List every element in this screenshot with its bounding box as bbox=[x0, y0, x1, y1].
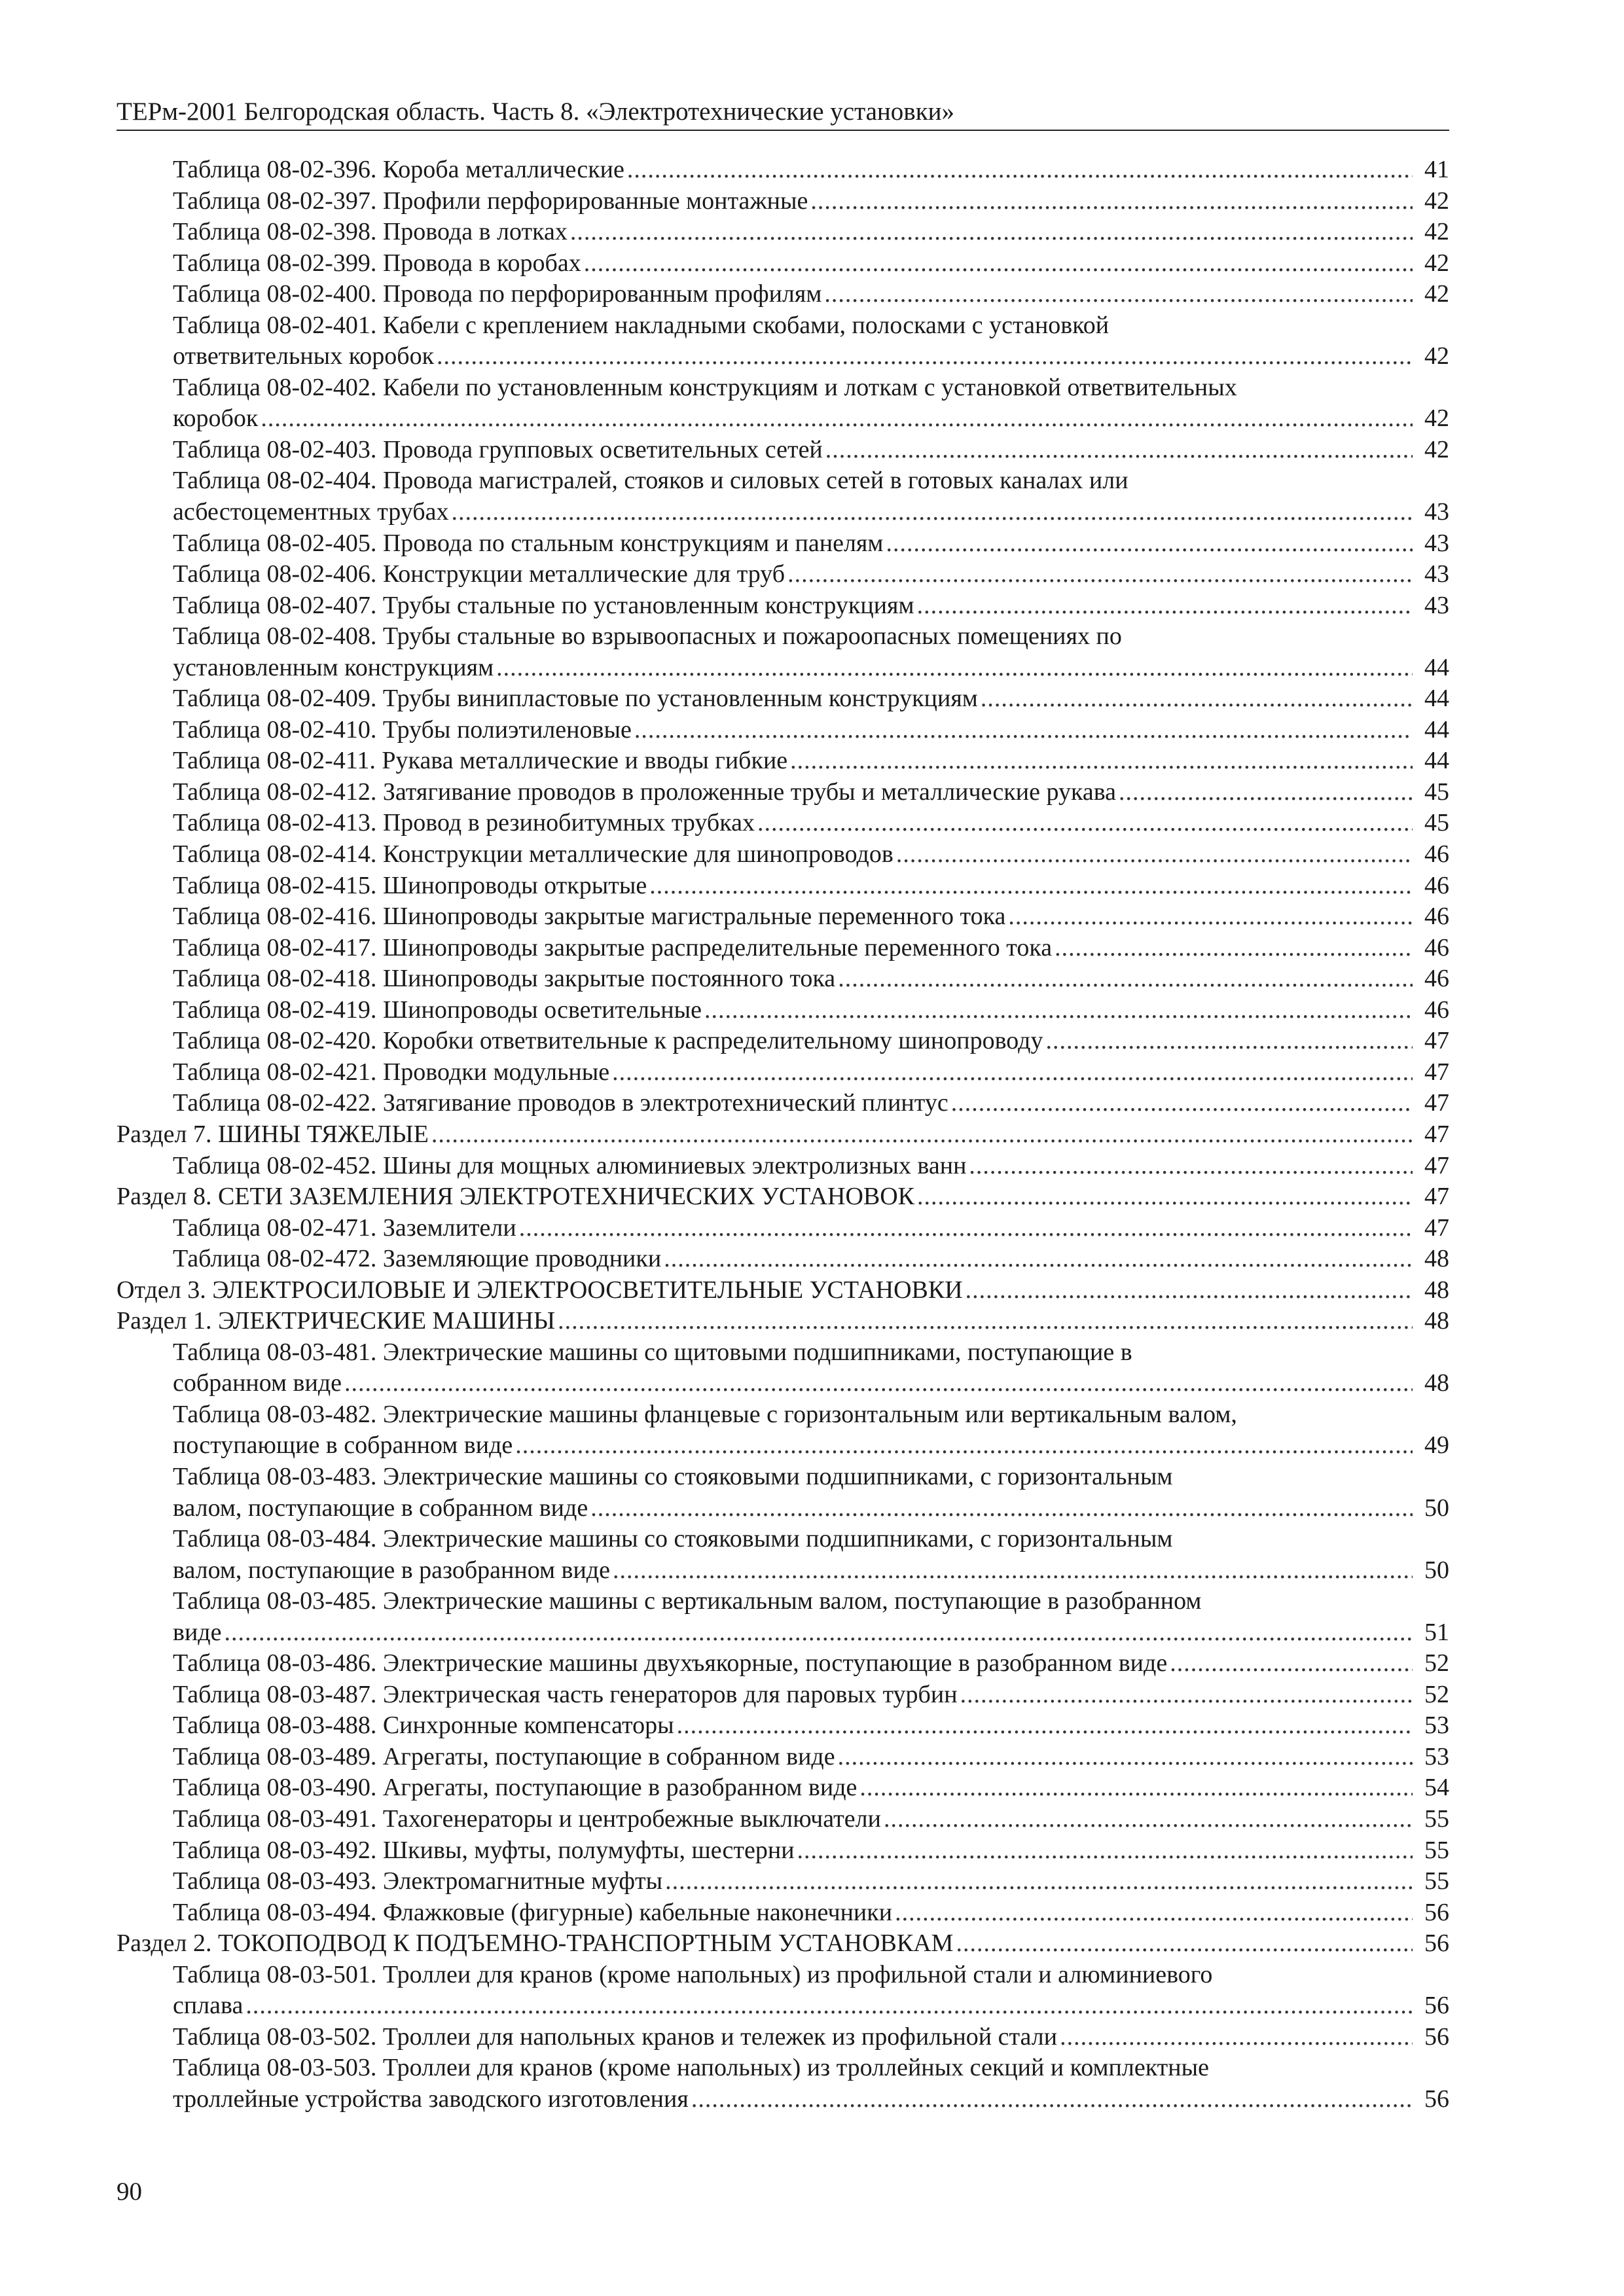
toc-entry-line bbox=[173, 1213, 1449, 1244]
dot-leader bbox=[886, 528, 1413, 560]
toc-entry-table[interactable] bbox=[117, 1804, 1449, 1835]
toc-entry-title: Таблица 08-02-398. Провода в лотках bbox=[173, 218, 568, 246]
toc-entry-page: 44 bbox=[1424, 747, 1449, 775]
toc-entry-table[interactable] bbox=[117, 2022, 1449, 2053]
dot-leader bbox=[917, 1181, 1413, 1213]
toc-entry-title: Раздел 8. СЕТИ ЗАЗЕМЛЕНИЯ ЭЛЕКТРОТЕХНИЧЕСКИХ УСТАНОВОК bbox=[117, 1183, 915, 1211]
toc-entry-table[interactable] bbox=[117, 808, 1449, 839]
toc-entry-page: 42 bbox=[1424, 404, 1449, 433]
toc-entry-title: Таблица 08-02-396. Короба металлические bbox=[173, 156, 624, 183]
toc-entry-page: 56 bbox=[1424, 2085, 1449, 2113]
toc-entry-title: Таблица 08-02-419. Шинопроводы осветительные bbox=[173, 996, 702, 1024]
toc-entry-line bbox=[173, 2022, 1449, 2053]
toc-entry-line bbox=[173, 1772, 1449, 1804]
dot-leader bbox=[634, 715, 1413, 746]
toc-entry-table[interactable] bbox=[117, 310, 1449, 372]
toc-entry-title: асбестоцементных трубах bbox=[173, 498, 449, 526]
dot-leader bbox=[1008, 901, 1413, 933]
toc-entry-page: 42 bbox=[1424, 435, 1449, 463]
toc-entry-line bbox=[173, 901, 1449, 933]
toc-entry-section[interactable] bbox=[117, 1181, 1449, 1213]
toc-entry-page: 52 bbox=[1424, 1680, 1449, 1708]
dot-leader bbox=[810, 186, 1413, 217]
toc-entry-table[interactable] bbox=[117, 1057, 1449, 1088]
dot-leader bbox=[757, 808, 1413, 839]
toc-entry-line bbox=[173, 683, 1449, 715]
toc-entry-section[interactable] bbox=[117, 1275, 1449, 1306]
toc-entry-line bbox=[173, 279, 1449, 310]
toc-entry-line bbox=[173, 2084, 1449, 2115]
toc-entry-page: 46 bbox=[1424, 996, 1449, 1024]
toc-entry-title: Таблица 08-02-407. Трубы стальные по установленным конструкциям bbox=[173, 591, 914, 619]
toc-entry-line bbox=[173, 777, 1449, 808]
toc-entry-title: Таблица 08-03-494. Флажковые (фигурные) кабельные наконечники bbox=[173, 1898, 893, 1926]
page-number: 90 bbox=[117, 2178, 142, 2206]
toc-entry-page: 43 bbox=[1424, 529, 1449, 557]
toc-entry-title: Таблица 08-02-406. Конструкции металлические для труб bbox=[173, 560, 785, 588]
toc-entry-table[interactable] bbox=[117, 1151, 1449, 1182]
toc-entry-line bbox=[117, 1306, 1449, 1337]
toc-entry-section[interactable] bbox=[117, 1119, 1449, 1151]
toc-entry-page: 48 bbox=[1424, 1276, 1449, 1304]
toc-entry-table[interactable] bbox=[117, 1586, 1449, 1648]
dot-leader bbox=[691, 2084, 1413, 2115]
toc-entry-title: Таблица 08-03-493. Электромагнитные муфты bbox=[173, 1867, 663, 1895]
toc-entry-line bbox=[173, 963, 1449, 995]
toc-entry-title: Таблица 08-02-471. Заземлители bbox=[173, 1213, 516, 1242]
toc-entry-section[interactable] bbox=[117, 1928, 1449, 1960]
toc-entry-line bbox=[173, 933, 1449, 964]
dot-leader bbox=[437, 341, 1413, 372]
toc-entry-title: Таблица 08-02-421. Проводки модульные bbox=[173, 1058, 610, 1086]
toc-entry-title-line1: Таблица 08-03-503. Троллеи для кранов (кроме напольных) из троллейных секций и комплектные bbox=[173, 2054, 1209, 2082]
toc-entry-table[interactable] bbox=[117, 1088, 1449, 1119]
toc-entry-line bbox=[117, 1928, 1449, 1960]
toc-entry-line bbox=[173, 1866, 1449, 1897]
toc-entry-title: установленным конструкциям bbox=[173, 653, 494, 681]
toc-entry-table[interactable] bbox=[117, 217, 1449, 248]
toc-entry-page: 43 bbox=[1424, 560, 1449, 588]
dot-leader bbox=[515, 1430, 1413, 1462]
toc-entry-table[interactable] bbox=[117, 435, 1449, 466]
toc-entry-title: Раздел 2. ТОКОПОДВОД К ПОДЪЕМНО-ТРАНСПОРТНЫМ УСТАНОВКАМ bbox=[117, 1929, 954, 1958]
toc-entry-title: Таблица 08-02-452. Шины для мощных алюминиевых электролизных ванн bbox=[173, 1151, 967, 1179]
dot-leader bbox=[584, 248, 1413, 279]
toc-entry-table[interactable] bbox=[117, 1213, 1449, 1244]
toc-entry-page: 47 bbox=[1424, 1183, 1449, 1211]
toc-entry-title-line1: Таблица 08-03-485. Электрические машины с вертикальным валом, поступающие в разобранном bbox=[173, 1587, 1202, 1615]
dot-leader bbox=[649, 870, 1413, 902]
toc-entry-title: Таблица 08-03-487. Электрическая часть генераторов для паровых турбин bbox=[173, 1680, 958, 1708]
dot-leader bbox=[896, 839, 1413, 870]
toc-entry-page: 44 bbox=[1424, 715, 1449, 744]
toc-entry-page: 46 bbox=[1424, 933, 1449, 961]
toc-entry-page: 50 bbox=[1424, 1556, 1449, 1584]
toc-entry-line bbox=[173, 1804, 1449, 1835]
dot-leader bbox=[824, 279, 1413, 310]
toc-entry-line bbox=[173, 186, 1449, 217]
dot-leader bbox=[859, 1772, 1413, 1804]
dot-leader bbox=[917, 590, 1413, 622]
dot-leader bbox=[1170, 1648, 1413, 1679]
toc-entry-page: 42 bbox=[1424, 249, 1449, 277]
toc-entry-title: Таблица 08-02-415. Шинопроводы открытые bbox=[173, 871, 647, 899]
toc-entry-table[interactable] bbox=[117, 1462, 1449, 1524]
toc-entry-line bbox=[173, 1742, 1449, 1773]
toc-entry-table[interactable] bbox=[117, 1897, 1449, 1929]
toc-entry-line bbox=[173, 528, 1449, 560]
toc-entry-title: Таблица 08-02-405. Провода по стальным конструкциям и панелям bbox=[173, 529, 884, 557]
toc-entry-title-line1: Таблица 08-02-404. Провода магистралей, стояков и силовых сетей в готовых каналах или bbox=[173, 467, 1128, 495]
toc-entry-title: ответвительных коробок bbox=[173, 342, 435, 370]
toc-entry-title: собранном виде bbox=[173, 1369, 342, 1397]
dot-leader bbox=[665, 1866, 1413, 1897]
toc-entry-page: 54 bbox=[1424, 1774, 1449, 1802]
toc-entry-line bbox=[173, 497, 1449, 528]
toc-entry-table[interactable] bbox=[117, 1648, 1449, 1679]
toc-entry-table[interactable] bbox=[117, 559, 1449, 590]
toc-entry-line bbox=[173, 653, 1449, 684]
toc-entry-line bbox=[173, 1057, 1449, 1088]
toc-entry-title-line1: Таблица 08-03-484. Электрические машины со стояковыми подшипниками, с горизонтальным bbox=[173, 1525, 1173, 1553]
toc-entry-table[interactable] bbox=[117, 963, 1449, 995]
toc-entry-page: 48 bbox=[1424, 1245, 1449, 1273]
toc-entry-line bbox=[173, 154, 1449, 186]
toc-entry-line bbox=[173, 1679, 1449, 1711]
toc-entry-table[interactable] bbox=[117, 1337, 1449, 1399]
toc-entry-title: Раздел 7. ШИНЫ ТЯЖЕЛЫЕ bbox=[117, 1120, 429, 1148]
toc-entry-table[interactable] bbox=[117, 1524, 1449, 1586]
toc-entry-title: Таблица 08-03-491. Тахогенераторы и центробежные выключатели bbox=[173, 1804, 881, 1833]
toc-entry-title: Таблица 08-02-410. Трубы полиэтиленовые bbox=[173, 715, 632, 744]
toc-entry-page: 56 bbox=[1424, 1898, 1449, 1926]
toc-entry-title: Таблица 08-02-412. Затягивание проводов в проложенные трубы и металлические рукава bbox=[173, 778, 1117, 806]
toc-entry-page: 55 bbox=[1424, 1836, 1449, 1864]
toc-entry-title: виде bbox=[173, 1618, 222, 1646]
dot-leader bbox=[838, 963, 1413, 995]
toc-entry-page: 47 bbox=[1424, 1089, 1449, 1117]
toc-entry-line bbox=[173, 1555, 1449, 1587]
toc-entry-title-line1: Таблица 08-03-501. Троллеи для кранов (кроме напольных) из профильной стали и алюминиевого bbox=[173, 1960, 1213, 1988]
dot-leader bbox=[612, 1057, 1413, 1088]
toc-entry-page: 47 bbox=[1424, 1058, 1449, 1086]
toc-entry-table[interactable] bbox=[117, 1244, 1449, 1275]
toc-entry-title: Таблица 08-02-417. Шинопроводы закрытые распределительные переменного тока bbox=[173, 933, 1053, 961]
toc-entry-table[interactable] bbox=[117, 154, 1449, 186]
toc-entry-title: Таблица 08-02-397. Профили перфорированные монтажные bbox=[173, 187, 808, 215]
dot-leader bbox=[261, 403, 1413, 435]
dot-leader bbox=[613, 1555, 1413, 1587]
toc-entry-table[interactable] bbox=[117, 465, 1449, 528]
running-header bbox=[117, 96, 1449, 131]
dot-leader bbox=[677, 1710, 1413, 1742]
toc-entry-table[interactable] bbox=[117, 528, 1449, 560]
dot-leader bbox=[627, 154, 1413, 186]
dot-leader bbox=[884, 1804, 1413, 1835]
toc-entry-table[interactable] bbox=[117, 1679, 1449, 1711]
toc-entry-line bbox=[173, 1430, 1449, 1462]
toc-entry-line bbox=[173, 995, 1449, 1026]
toc-entry-page: 46 bbox=[1424, 903, 1449, 931]
toc-entry-page: 55 bbox=[1424, 1804, 1449, 1833]
toc-entry-title: Таблица 08-02-411. Рукава металлические и вводы гибкие bbox=[173, 747, 788, 775]
toc-entry-table[interactable] bbox=[117, 1742, 1449, 1773]
toc-entry-page: 48 bbox=[1424, 1307, 1449, 1335]
toc-entry-title-line1: Таблица 08-02-402. Кабели по установленным конструкциям и лоткам с установкой ответвительных bbox=[173, 373, 1237, 401]
dot-leader bbox=[1055, 933, 1413, 964]
toc-entry-line bbox=[173, 1368, 1449, 1399]
toc-entry-line bbox=[173, 839, 1449, 870]
toc-entry-page: 43 bbox=[1424, 498, 1449, 526]
toc-entry-title: Таблица 08-02-403. Провода групповых осветительных сетей bbox=[173, 435, 823, 463]
toc-entry-title: Таблица 08-02-472. Заземляющие проводники bbox=[173, 1245, 662, 1273]
toc-entry-page: 47 bbox=[1424, 1120, 1449, 1148]
table-of-contents bbox=[117, 154, 1449, 2115]
toc-entry-page: 56 bbox=[1424, 1992, 1449, 2020]
dot-leader bbox=[570, 217, 1413, 248]
dot-leader bbox=[452, 497, 1413, 528]
toc-entry-table[interactable] bbox=[117, 248, 1449, 279]
toc-entry-line bbox=[117, 1119, 1449, 1151]
dot-leader bbox=[790, 745, 1413, 777]
toc-entry-page: 50 bbox=[1424, 1494, 1449, 1522]
toc-entry-table[interactable] bbox=[117, 1026, 1449, 1057]
dot-leader bbox=[965, 1275, 1413, 1306]
dot-leader bbox=[797, 1835, 1413, 1867]
header-title: ТЕРм-2001 Белгородская область. Часть 8. «Электротехнические установки» bbox=[117, 98, 955, 126]
dot-leader bbox=[1060, 2022, 1413, 2053]
toc-entry-table[interactable] bbox=[117, 186, 1449, 217]
toc-entry-table[interactable] bbox=[117, 1866, 1449, 1897]
dot-leader bbox=[519, 1213, 1413, 1244]
toc-entry-line bbox=[173, 559, 1449, 590]
toc-entry-table[interactable] bbox=[117, 1772, 1449, 1804]
toc-entry-title: Таблица 08-02-414. Конструкции металлические для шинопроводов bbox=[173, 840, 893, 869]
toc-entry-table[interactable] bbox=[117, 1710, 1449, 1742]
toc-entry-table[interactable] bbox=[117, 590, 1449, 622]
toc-entry-line bbox=[173, 1897, 1449, 1929]
toc-entry-table[interactable] bbox=[117, 1399, 1449, 1462]
toc-entry-page: 47 bbox=[1424, 1151, 1449, 1179]
toc-entry-title: Отдел 3. ЭЛЕКТРОСИЛОВЫЕ И ЭЛЕКТРООСВЕТИТЕЛЬНЫЕ УСТАНОВКИ bbox=[117, 1276, 963, 1304]
toc-entry-title: Таблица 08-03-489. Агрегаты, поступающие в собранном виде bbox=[173, 1742, 835, 1770]
dot-leader bbox=[960, 1679, 1413, 1711]
toc-entry-line bbox=[173, 745, 1449, 777]
toc-entry-title: Таблица 08-02-399. Провода в коробах bbox=[173, 249, 581, 277]
dot-leader bbox=[951, 1088, 1413, 1119]
toc-entry-table[interactable] bbox=[117, 995, 1449, 1026]
toc-entry-title: Таблица 08-02-420. Коробки ответвительные к распределительному шинопроводу bbox=[173, 1027, 1043, 1055]
dot-leader bbox=[496, 653, 1413, 684]
toc-entry-table[interactable] bbox=[117, 745, 1449, 777]
toc-entry-table[interactable] bbox=[117, 901, 1449, 933]
dot-leader bbox=[838, 1742, 1413, 1773]
dot-leader bbox=[825, 435, 1413, 466]
toc-entry-title: Таблица 08-03-502. Троллеи для напольных кранов и тележек из профильной стали bbox=[173, 2022, 1058, 2051]
toc-entry-page: 43 bbox=[1424, 591, 1449, 619]
toc-entry-table[interactable] bbox=[117, 777, 1449, 808]
toc-entry-line bbox=[173, 808, 1449, 839]
toc-entry-title-line1: Таблица 08-03-481. Электрические машины со щитовыми подшипниками, поступающие в bbox=[173, 1338, 1132, 1366]
toc-entry-page: 52 bbox=[1424, 1649, 1449, 1677]
dot-leader bbox=[895, 1897, 1413, 1929]
toc-entry-title: поступающие в собранном виде bbox=[173, 1431, 513, 1460]
toc-entry-line bbox=[173, 1617, 1449, 1649]
toc-entry-title: Таблица 08-02-422. Затягивание проводов в электротехнический плинтус bbox=[173, 1089, 948, 1117]
toc-entry-section[interactable] bbox=[117, 1306, 1449, 1337]
toc-entry-page: 42 bbox=[1424, 280, 1449, 308]
toc-entry-line bbox=[173, 1990, 1449, 2022]
toc-entry-title: Раздел 1. ЭЛЕКТРИЧЕСКИЕ МАШИНЫ bbox=[117, 1307, 556, 1335]
toc-entry-line bbox=[117, 1275, 1449, 1306]
dot-leader bbox=[787, 559, 1413, 590]
toc-entry-title: Таблица 08-02-416. Шинопроводы закрытые магистральные переменного тока bbox=[173, 903, 1006, 931]
toc-entry-page: 46 bbox=[1424, 871, 1449, 899]
toc-entry-page: 41 bbox=[1424, 156, 1449, 183]
dot-leader bbox=[245, 1990, 1413, 2022]
toc-entry-line bbox=[173, 1835, 1449, 1867]
dot-leader bbox=[558, 1306, 1413, 1337]
toc-entry-title: Таблица 08-03-486. Электрические машины двухъякорные, поступающие в разобранном виде bbox=[173, 1649, 1168, 1677]
toc-entry-title: троллейные устройства заводского изготовления bbox=[173, 2085, 689, 2113]
toc-entry-page: 51 bbox=[1424, 1618, 1449, 1646]
toc-entry-title: коробок bbox=[173, 404, 259, 433]
toc-entry-title-line1: Таблица 08-03-483. Электрические машины со стояковыми подшипниками, с горизонтальным bbox=[173, 1462, 1173, 1490]
toc-entry-page: 44 bbox=[1424, 685, 1449, 713]
toc-entry-table[interactable] bbox=[117, 1835, 1449, 1867]
toc-entry-table[interactable] bbox=[117, 372, 1449, 435]
toc-entry-page: 45 bbox=[1424, 809, 1449, 837]
toc-entry-line bbox=[173, 435, 1449, 466]
dot-leader bbox=[1046, 1026, 1413, 1057]
toc-entry-title: Таблица 08-02-418. Шинопроводы закрытые постоянного тока bbox=[173, 965, 836, 993]
toc-entry-line bbox=[173, 1151, 1449, 1182]
toc-entry-line bbox=[173, 715, 1449, 746]
dot-leader bbox=[704, 995, 1413, 1026]
toc-entry-line bbox=[173, 1244, 1449, 1275]
toc-entry-line bbox=[173, 403, 1449, 435]
toc-entry-line bbox=[173, 1710, 1449, 1742]
toc-entry-table[interactable] bbox=[117, 621, 1449, 683]
toc-entry-page: 53 bbox=[1424, 1742, 1449, 1770]
toc-entry-title-line1: Таблица 08-03-482. Электрические машины фланцевые с горизонтальным или вертикальным валом, bbox=[173, 1400, 1237, 1428]
toc-entry-table[interactable] bbox=[117, 1960, 1449, 2022]
toc-entry-page: 42 bbox=[1424, 187, 1449, 215]
toc-entry-table[interactable] bbox=[117, 715, 1449, 746]
toc-entry-page: 55 bbox=[1424, 1867, 1449, 1895]
toc-entry-table[interactable] bbox=[117, 933, 1449, 964]
toc-entry-line bbox=[117, 1181, 1449, 1213]
toc-entry-page: 49 bbox=[1424, 1431, 1449, 1460]
dot-leader bbox=[224, 1617, 1413, 1649]
toc-entry-page: 53 bbox=[1424, 1712, 1449, 1740]
toc-entry-line bbox=[173, 248, 1449, 279]
toc-entry-table[interactable] bbox=[117, 839, 1449, 870]
toc-entry-page: 47 bbox=[1424, 1027, 1449, 1055]
toc-entry-title: Таблица 08-02-409. Трубы винипластовые по установленным конструкциям bbox=[173, 685, 978, 713]
toc-entry-page: 46 bbox=[1424, 840, 1449, 869]
toc-entry-title-line1: Таблица 08-02-408. Трубы стальные во взрывоопасных и пожароопасных помещениях по bbox=[173, 622, 1122, 651]
toc-entry-line bbox=[173, 870, 1449, 902]
toc-entry-page: 42 bbox=[1424, 218, 1449, 246]
dot-leader bbox=[956, 1928, 1413, 1960]
toc-entry-table[interactable] bbox=[117, 683, 1449, 715]
toc-entry-page: 46 bbox=[1424, 965, 1449, 993]
toc-entry-title: Таблица 08-03-488. Синхронные компенсаторы bbox=[173, 1712, 674, 1740]
toc-entry-title: сплава bbox=[173, 1992, 244, 2020]
toc-entry-line bbox=[173, 590, 1449, 622]
toc-entry-title: валом, поступающие в собранном виде bbox=[173, 1494, 588, 1522]
toc-entry-title: Таблица 08-03-490. Агрегаты, поступающие в разобранном виде bbox=[173, 1774, 857, 1802]
toc-entry-page: 44 bbox=[1424, 653, 1449, 681]
toc-entry-line bbox=[173, 341, 1449, 372]
toc-entry-page: 42 bbox=[1424, 342, 1449, 370]
toc-entry-page: 47 bbox=[1424, 1213, 1449, 1242]
toc-entry-table[interactable] bbox=[117, 279, 1449, 310]
dot-leader bbox=[969, 1151, 1413, 1182]
toc-entry-line bbox=[173, 1088, 1449, 1119]
dot-leader bbox=[1119, 777, 1413, 808]
dot-leader bbox=[344, 1368, 1413, 1399]
dot-leader bbox=[590, 1493, 1413, 1524]
toc-entry-page: 56 bbox=[1424, 2022, 1449, 2051]
toc-entry-title: Таблица 08-02-400. Провода по перфорированным профилям bbox=[173, 280, 822, 308]
toc-entry-title-line1: Таблица 08-02-401. Кабели с креплением накладными скобами, полосками с установкой bbox=[173, 311, 1110, 339]
toc-entry-page: 56 bbox=[1424, 1929, 1449, 1958]
toc-entry-title: валом, поступающие в разобранном виде bbox=[173, 1556, 611, 1584]
toc-entry-line bbox=[173, 1026, 1449, 1057]
dot-leader bbox=[431, 1119, 1413, 1151]
dot-leader bbox=[664, 1244, 1413, 1275]
toc-entry-title: Таблица 08-03-492. Шкивы, муфты, полумуфты, шестерни bbox=[173, 1836, 795, 1864]
toc-entry-page: 48 bbox=[1424, 1369, 1449, 1397]
toc-entry-table[interactable] bbox=[117, 2053, 1449, 2115]
toc-entry-page: 45 bbox=[1424, 778, 1449, 806]
dot-leader bbox=[981, 683, 1413, 715]
toc-entry-line bbox=[173, 1648, 1449, 1679]
toc-entry-line bbox=[173, 217, 1449, 248]
toc-entry-title: Таблица 08-02-413. Провод в резинобитумных трубках bbox=[173, 809, 755, 837]
toc-entry-line bbox=[173, 1493, 1449, 1524]
toc-entry-table[interactable] bbox=[117, 870, 1449, 902]
